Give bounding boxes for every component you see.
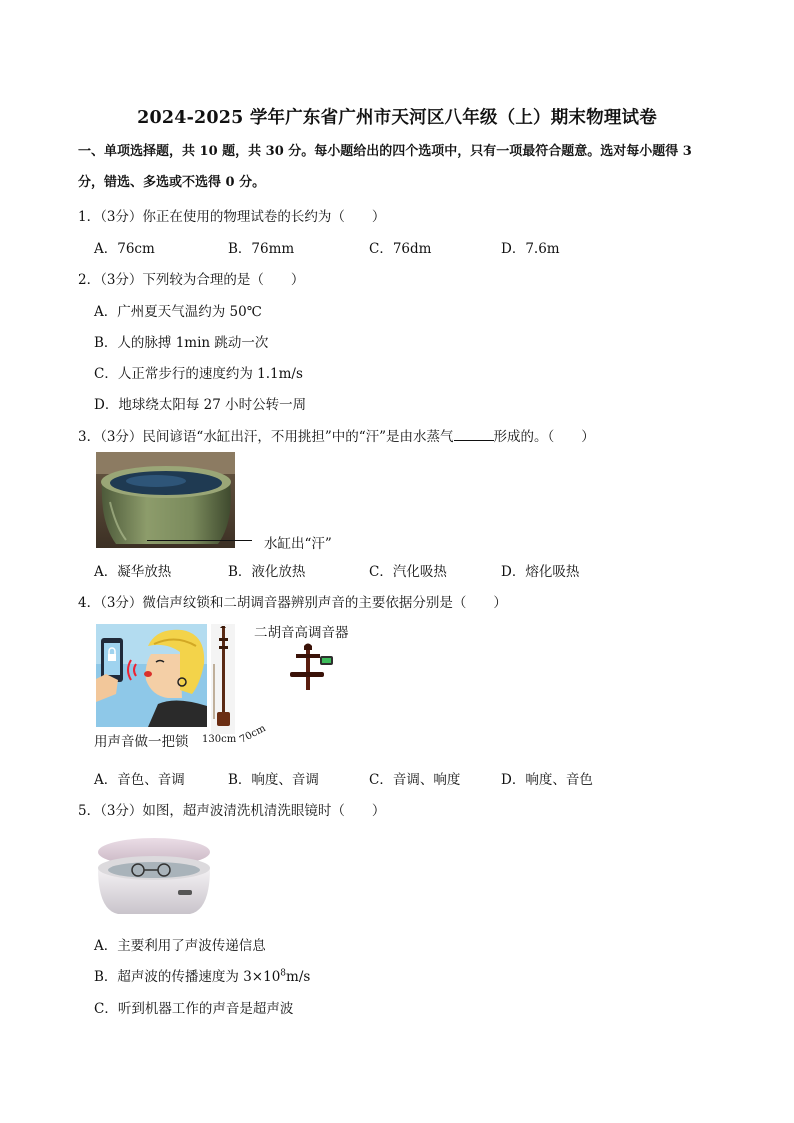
exponent: 8 bbox=[280, 968, 287, 979]
ultrasonic-cleaner-photo bbox=[94, 832, 214, 918]
voice-lock-illustration bbox=[96, 624, 207, 727]
question-2-option-c: C．人正常步行的速度约为 1.1m/s bbox=[94, 366, 303, 382]
question-3-option-a: A．凝华放热 bbox=[94, 564, 172, 580]
water-jar-caption: 水缸出“汗” bbox=[264, 536, 332, 552]
erhu-width-label: 70cm bbox=[238, 722, 268, 746]
speed-unit: m/s bbox=[286, 969, 311, 985]
question-3-option-d: D．熔化吸热 bbox=[501, 564, 580, 580]
question-4-option-c: C．音调、响度 bbox=[369, 772, 461, 788]
question-3-option-b: B．液化放热 bbox=[228, 564, 306, 580]
water-jar-photo bbox=[96, 452, 235, 548]
erhu-tuner-photo bbox=[282, 642, 338, 692]
question-5-option-b-text: B．超声波的传播速度为 3×10 bbox=[94, 969, 281, 985]
question-1-option-d: D．7.6m bbox=[501, 241, 560, 257]
question-5-option-a: A．主要利用了声波传递信息 bbox=[94, 938, 266, 954]
question-5-stem: 5．（3分）如图，超声波清洗机清洗眼镜时（ ） bbox=[78, 803, 386, 819]
question-3-stem-after: 形成的。（ ） bbox=[493, 429, 595, 445]
question-4-option-d: D．响度、音色 bbox=[501, 772, 593, 788]
question-1-option-b: B．76mm bbox=[228, 241, 295, 257]
answer-blank bbox=[454, 428, 494, 441]
question-3-stem-before: 3．（3分）民间谚语“水缸出汗，不用挑担”中的“汗”是由水蒸气 bbox=[78, 429, 454, 445]
question-2-option-b: B．人的脉搏 1min 跳动一次 bbox=[94, 335, 269, 351]
question-1-option-a: A．76cm bbox=[94, 241, 155, 257]
section-heading-line2: 分，错选、多选或不选得 0 分。 bbox=[78, 175, 266, 190]
section-heading-line1: 一、单项选择题，共 10 题，共 30 分。每小题给出的四个选项中，只有一项最符合题意。选对每小题得 3 bbox=[78, 144, 692, 159]
voice-lock-caption: 用声音做一把锁 bbox=[94, 734, 189, 750]
question-2-option-a: A．广州夏天气温约为 50℃ bbox=[94, 304, 262, 320]
erhu-photo bbox=[211, 624, 235, 734]
question-4-stem: 4．（3分）微信声纹锁和二胡调音器辨别声音的主要依据分别是（ ） bbox=[78, 595, 507, 611]
question-5-option-c: C．听到机器工作的声音是超声波 bbox=[94, 1001, 294, 1017]
question-3-stem bbox=[78, 425, 595, 445]
question-2-stem: 2．（3分）下列较为合理的是（ ） bbox=[78, 272, 305, 288]
page-title: 2024-2025 学年广东省广州市天河区八年级（上）期末物理试卷 bbox=[137, 108, 657, 128]
question-3-option-c: C．汽化吸热 bbox=[369, 564, 447, 580]
erhu-tuner-caption: 二胡音高调音器 bbox=[254, 625, 349, 641]
question-5-option-b bbox=[94, 965, 310, 985]
question-4-option-a: A．音色、音调 bbox=[94, 772, 185, 788]
question-2-option-d: D．地球绕太阳每 27 小时公转一周 bbox=[94, 397, 307, 413]
question-1-option-c: C．76dm bbox=[369, 241, 432, 257]
question-4-option-b: B．响度、音调 bbox=[228, 772, 319, 788]
question-1-stem: 1．（3分）你正在使用的物理试卷的长约为（ ） bbox=[78, 209, 386, 225]
caption-pointer-line bbox=[147, 540, 252, 541]
erhu-height-label: 130cm bbox=[202, 734, 237, 745]
